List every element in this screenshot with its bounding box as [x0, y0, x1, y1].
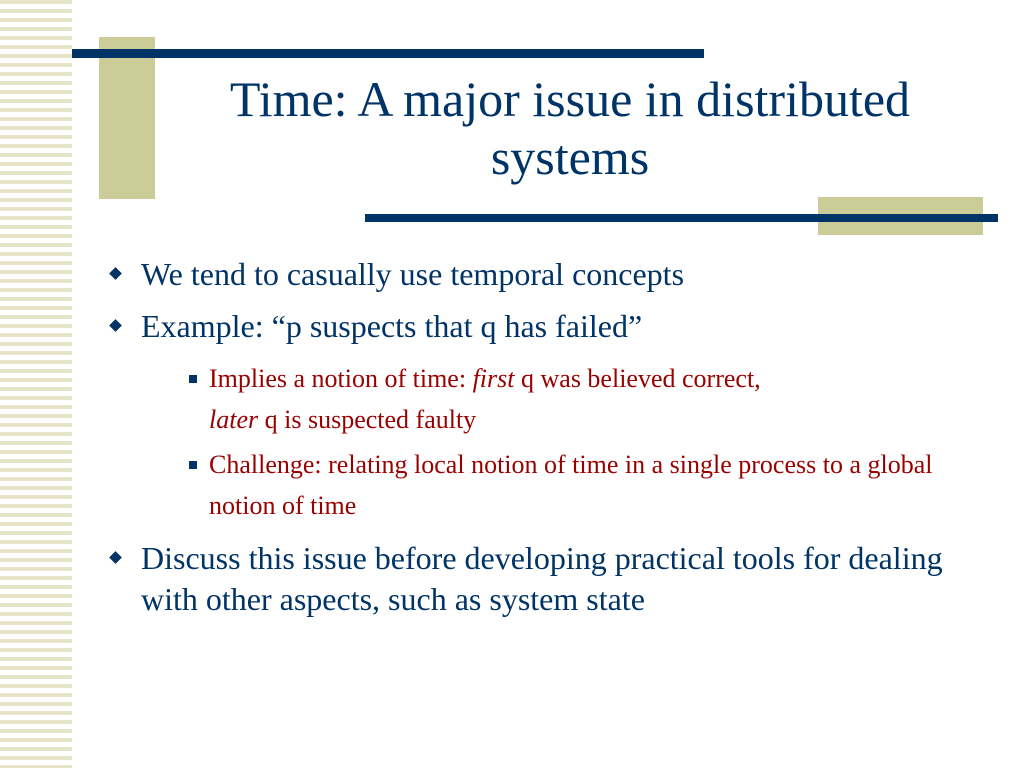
- slide-title: Time: A major issue in distributed systems: [229, 71, 911, 185]
- decorative-navy-line-top: [72, 49, 704, 58]
- decorative-olive-block-top: [99, 37, 155, 199]
- sub-bullet-text-part: q is suspected faulty: [258, 405, 477, 434]
- sub-bullet-text-part: Implies a notion of time:: [209, 364, 473, 393]
- square-bullet-icon: [189, 375, 197, 383]
- sub-bullet-item: [185, 444, 990, 526]
- square-bullet-icon: [189, 461, 197, 469]
- bullet-text: Discuss this issue before developing practical tools for dealing with other aspects, such as system state: [141, 540, 943, 617]
- bullet-text: We tend to casually use temporal concepts: [141, 256, 685, 292]
- bullet-text: Example: “p suspects that q has failed”: [141, 308, 643, 344]
- diamond-bullet-icon: [109, 267, 122, 280]
- sub-bullet-text: Challenge: relating local notion of time in a single process to a global notion of time: [209, 450, 933, 520]
- decorative-navy-line-bottom: [365, 214, 998, 222]
- bullet-item: [100, 306, 990, 347]
- diamond-bullet-icon: [109, 319, 122, 332]
- slide-body: [100, 254, 990, 631]
- sub-bullet-emphasis: later: [209, 405, 259, 434]
- sub-bullet-text-part: q was believed correct,: [514, 364, 761, 393]
- sub-bullet-item: [185, 358, 990, 440]
- decorative-stripes: [0, 0, 72, 768]
- bullet-item: [100, 254, 990, 295]
- diamond-bullet-icon: [109, 551, 122, 564]
- sub-bullet-emphasis: first: [472, 364, 515, 393]
- bullet-item: [100, 538, 990, 620]
